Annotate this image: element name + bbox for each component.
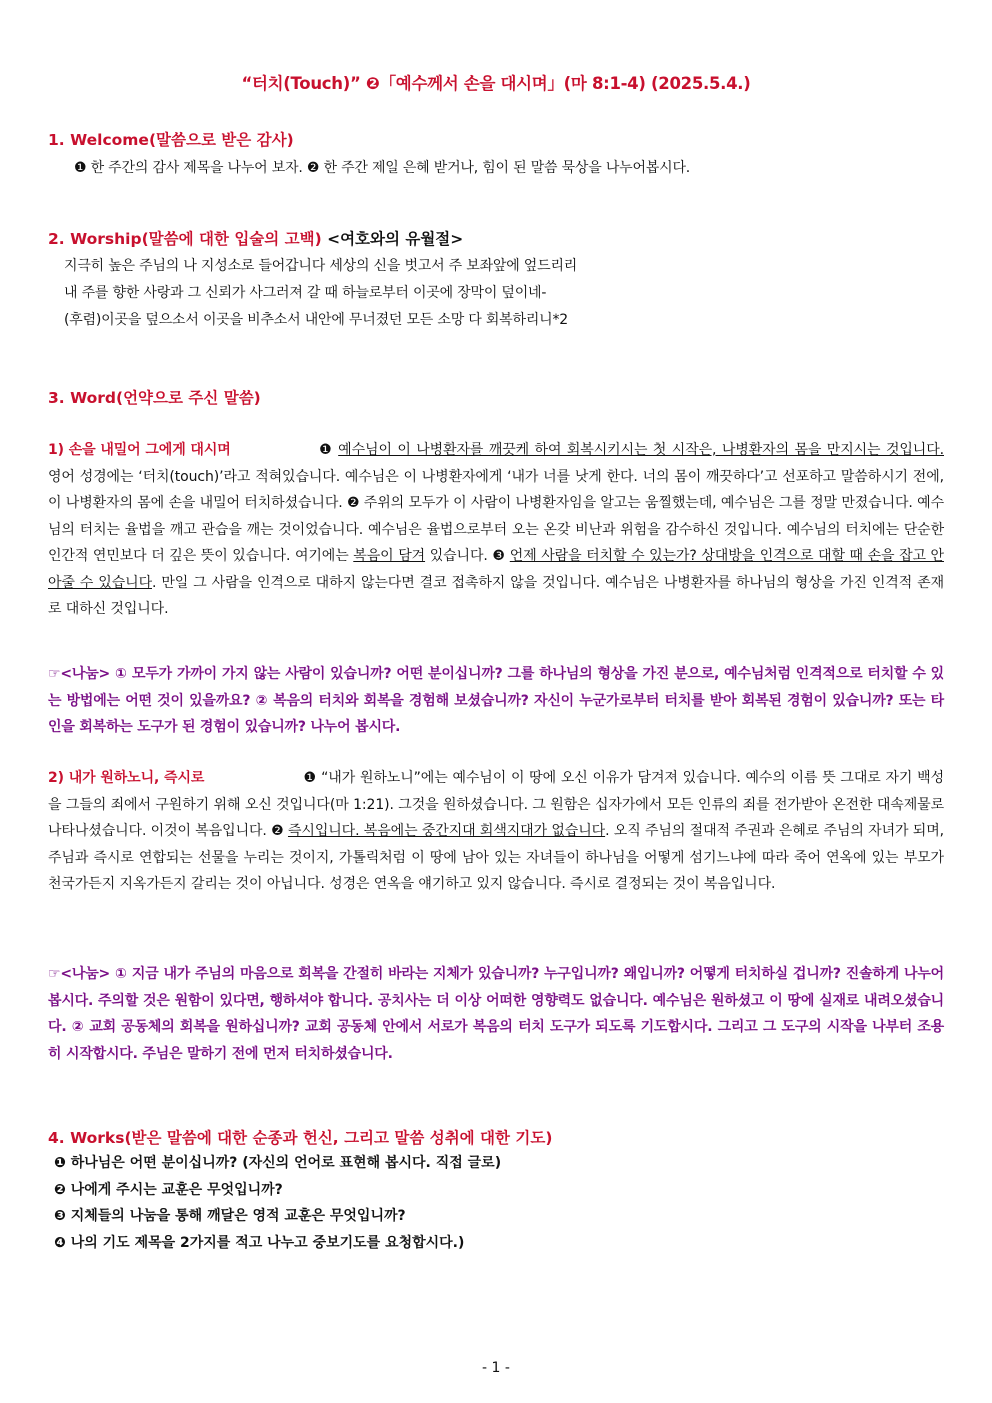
word-paragraph-2: 2) 내가 원하노니, 즉시로 ❶ “내가 원하노니”에는 예수님이 이 땅에 오신 이유가 담겨져 있습니다. 예수의 이름 뜻 그대로 자기 백성을 그들의 죄에서 구원하기 위해 오신 것입니다(마 1:21). 그것을 원하셨습니다. 그 원함은 십자가에서 모든 인류의 죄를 전가받아 온전한 대속제물로 나타나셨습니다. 이것이 복음입니다. ❷ 즉시입니다. 복음에는 중간지대 회색지대가 없습니다. 오직 주님의 절대적 주권과 은혜로 주님의 자녀가 되며, 주님과 즉시로 연합되는 선물을 누리는 것이지, 가톨릭처럼 이 땅에 남아 있는 자녀들이 하나님을 어떻게 섬기느냐에 따라 죽어 연옥에 있는 부모가 천국가든지 지옥가든지 갈리는 것이 아닙니다. 성경은 연옥을 얘기하고 있지 않습니다. 즉시로 결정되는 것이 복음입니다.: [48, 765, 944, 898]
works-item: ❶ 하나님은 어떤 분이십니까? (자신의 언어로 표현해 봅시다. 직접 글로): [54, 1155, 502, 1171]
works-item: ❹ 나의 기도 제목을 2가지를 적고 나누고 중보기도를 요청합시다.): [54, 1235, 465, 1251]
page-title: “터치(Touch)” ❷「예수께서 손을 대시며」(마 8:1-4) (2025.5.4.): [241, 74, 751, 93]
word-heading: 3. Word(언약으로 주신 말씀): [48, 389, 261, 407]
underlined-text: 언제 사람을 터치할 수 있는가? 상대방을 인격으로 대할 때 손을 잡고 안아줄 수 있습니다: [48, 548, 944, 591]
page-number: - 1 -: [482, 1360, 510, 1376]
word-subheading-2: 2) 내가 원하노니, 즉시로: [48, 770, 205, 786]
worship-lyric-line: 지극히 높은 주님의 나 지성소로 들어갑니다 세상의 신을 벗고서 주 보좌앞에 엎드리리: [64, 258, 578, 274]
worship-lyric-line: 내 주를 향한 사랑과 그 신뢰가 사그러져 갈 때 하늘로부터 이곳에 장막이 덮이네-: [64, 285, 547, 301]
worship-heading-label: 2. Worship(말씀에 대한 입술의 고백): [48, 230, 322, 248]
works-item: ❸ 지체들의 나눔을 통해 깨달은 영적 교훈은 무엇입니까?: [54, 1208, 406, 1224]
underlined-text: 예수님이 이 나병환자를 깨끗케 하여 회복시키시는 첫 시작은, 나병환자의 몸을 만지시는 것입니다.: [338, 442, 944, 458]
worship-heading: [48, 227, 463, 249]
sharing-question-2: ☞<나눔> ① 지금 내가 주님의 마음으로 회복을 간절히 바라는 지체가 있습니까? 누구입니까? 왜입니까? 어떻게 터치하실 겁니까? 진솔하게 나누어 봅시다. 주의할 것은 원함이 있다면, 행하셔야 합니다. 공치사는 더 이상 어떠한 영향력도 없습니다. 예수님은 원하셨고 이 땅에 실재로 내려오셨습니다. ② 교회 공동체의 회복을 원하십니까? 교회 공동체 안에서 서로가 복음의 터치 도구가 되도록 기도합시다. 그리고 그 도구의 시작을 나부터 조용히 시작합시다. 주님은 말하기 전에 먼저 터치하셨습니다.: [48, 966, 944, 1062]
works-item: ❷ 나에게 주시는 교훈은 무엇입니까?: [54, 1182, 283, 1198]
worship-song-title: <여호와의 유월절>: [327, 230, 464, 248]
welcome-heading: 1. Welcome(말씀으로 받은 감사): [48, 131, 294, 149]
welcome-text: ❶ 한 주간의 감사 제목을 나누어 보자. ❷ 한 주간 제일 은혜 받거나, 힘이 된 말씀 묵상을 나누어봅시다.: [74, 160, 691, 176]
word-paragraph-1: 1) 손을 내밀어 그에게 대시며 ❶ 예수님이 이 나병환자를 깨끗케 하여 회복시키시는 첫 시작은, 나병환자의 몸을 만지시는 것입니다. 영어 성경에는 ‘터치(touch)’라고 적혀있습니다. 예수님은 이 나병환자에게 ‘내가 너를 낫게 한다. 너의 몸이 깨끗하다’고 선포하고 말씀하시기 전에, 이 나병환자의 몸에 손을 내밀어 터치하셨습니다. ❷ 주위의 모두가 이 사람이 나병환자임을 알고는 움찔했는데, 예수님은 그를 정말 만졌습니다. 예수님의 터치는 율법을 깨고 관습을 깨는 것이었습니다. 예수님은 율법으로부터 오는 온갖 비난과 위험을 감수하신 것입니다. 예수님의 터치에는 단순한 인간적 연민보다 더 깊은 뜻이 있습니다. 여기에는 복음이 담겨 있습니다. ❸ 언제 사람을 터치할 수 있는가? 상대방을 인격으로 대할 때 손을 잡고 안아줄 수 있습니다. 만일 그 사람을 인격으로 대하지 않는다면 결코 접촉하지 않을 것입니다. 예수님은 나병환자를 하나님의 형상을 가진 인격적 존재로 대하신 것입니다.: [48, 437, 944, 623]
sharing-question-1: ☞<나눔> ① 모두가 가까이 가지 않는 사람이 있습니까? 어떤 분이십니까? 그를 하나님의 형상을 가진 분으로, 예수님처럼 인격적으로 터치할 수 있는 방법에는 어떤 것이 있을까요? ② 복음의 터치와 회복을 경험해 보셨습니까? 자신이 누군가로부터 터치를 받아 회복된 경험이 있습니까? 또는 타인을 회복하는 도구가 된 경험이 있습니까? 나누어 봅시다.: [48, 666, 944, 735]
worship-lyric-line: (후렴)이곳을 덮으소서 이곳을 비추소서 내안에 무너졌던 모든 소망 다 회복하리니*2: [64, 312, 568, 328]
underlined-text: 복음이 담겨: [353, 548, 426, 564]
word-subheading-1: 1) 손을 내밀어 그에게 대시며: [48, 442, 231, 458]
works-heading: 4. Works(받은 말씀에 대한 순종과 헌신, 그리고 말씀 성취에 대한 기도): [48, 1129, 553, 1147]
underlined-text: 즉시입니다. 복음에는 중간지대 회색지대가 없습니다: [287, 823, 606, 839]
